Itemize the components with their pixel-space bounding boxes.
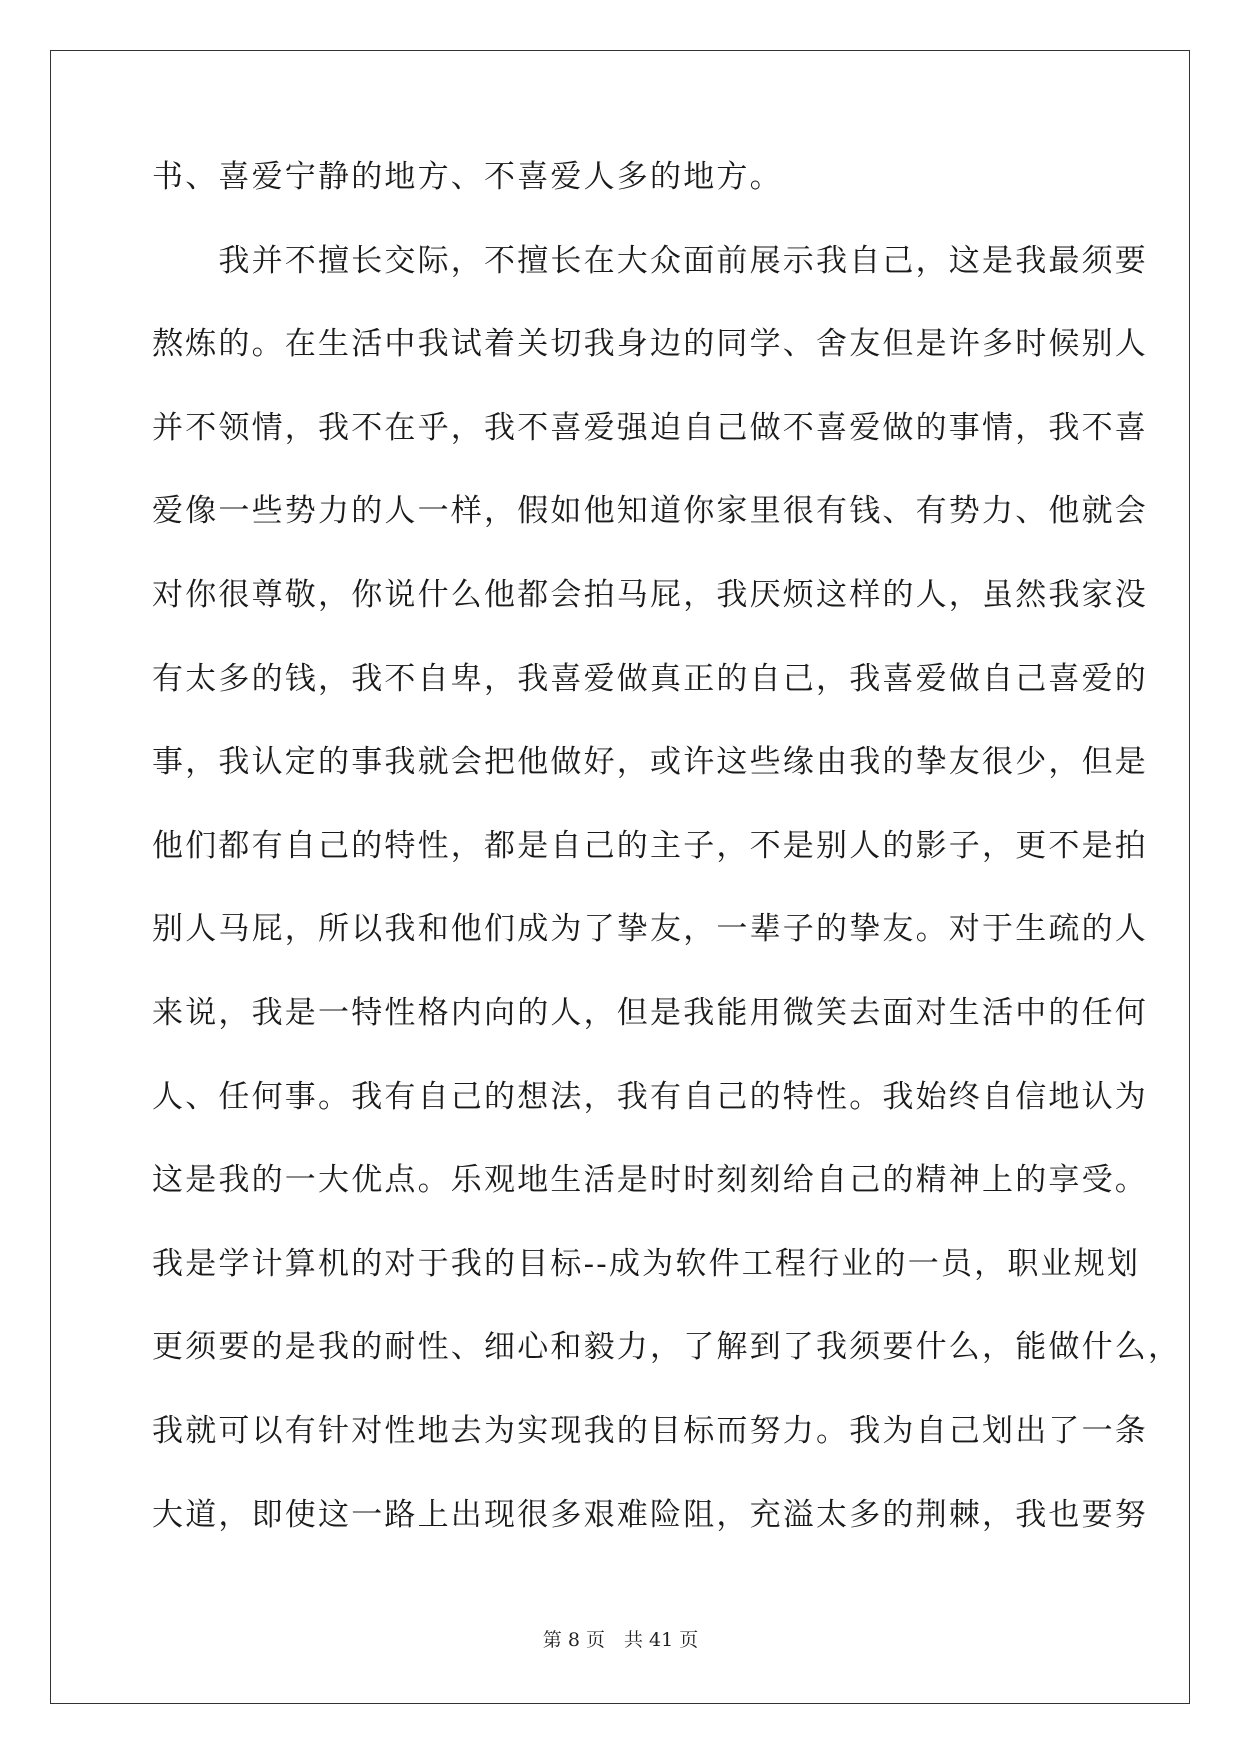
- text-line: 事，我认定的事我就会把他做好，或许这些缘由我的挚友很少，但是: [152, 744, 1148, 781]
- text-line: 我是学计算机的对于我的目标--成为软件工程行业的一员，职业规划: [152, 1245, 1141, 1282]
- text-line: 人、任何事。我有自己的想法，我有自己的特性。我始终自信地认为: [152, 1078, 1148, 1115]
- text-line: 来说，我是一特性格内向的人，但是我能用微笑去面对生活中的任何: [152, 994, 1148, 1031]
- text-line: 这是我的一大优点。乐观地生活是时时刻刻给自己的精神上的享受。: [152, 1162, 1148, 1199]
- text-line: 有太多的钱，我不自卑，我喜爱做真正的自己，我喜爱做自己喜爱的: [152, 660, 1148, 697]
- text-line: 对你很尊敬，你说什么他都会拍马屁，我厌烦这样的人，虽然我家没: [152, 576, 1148, 613]
- text-line: 我并不擅长交际，不擅长在大众面前展示我自己，这是我最须要: [152, 242, 1148, 279]
- text-line: 他们都有自己的特性，都是自己的主子，不是别人的影子，更不是拍: [152, 827, 1148, 864]
- text-line: 我就可以有针对性地去为实现我的目标而努力。我为自己划出了一条: [152, 1412, 1148, 1449]
- document-body: [152, 159, 1182, 1583]
- page-number-footer: 第 8 页 共 41 页: [542, 1629, 699, 1651]
- text-line: 并不领情，我不在乎，我不喜爱强迫自己做不喜爱做的事情，我不喜: [152, 409, 1148, 446]
- text-line: 大道，即使这一路上出现很多艰难险阻，充溢太多的荆棘，我也要努: [152, 1496, 1148, 1533]
- text-line: 熬炼的。在生活中我试着关切我身边的同学、舍友但是许多时候别人: [152, 326, 1148, 363]
- text-line: 书、喜爱宁静的地方、不喜爱人多的地方。: [152, 159, 783, 195]
- text-line: 更须要的是我的耐性、细心和毅力，了解到了我须要什么，能做什么，: [152, 1329, 1182, 1366]
- text-line: 别人马屁，所以我和他们成为了挚友，一辈子的挚友。对于生疏的人: [152, 911, 1148, 948]
- text-line: 爱像一些势力的人一样，假如他知道你家里很有钱、有势力、他就会: [152, 493, 1148, 530]
